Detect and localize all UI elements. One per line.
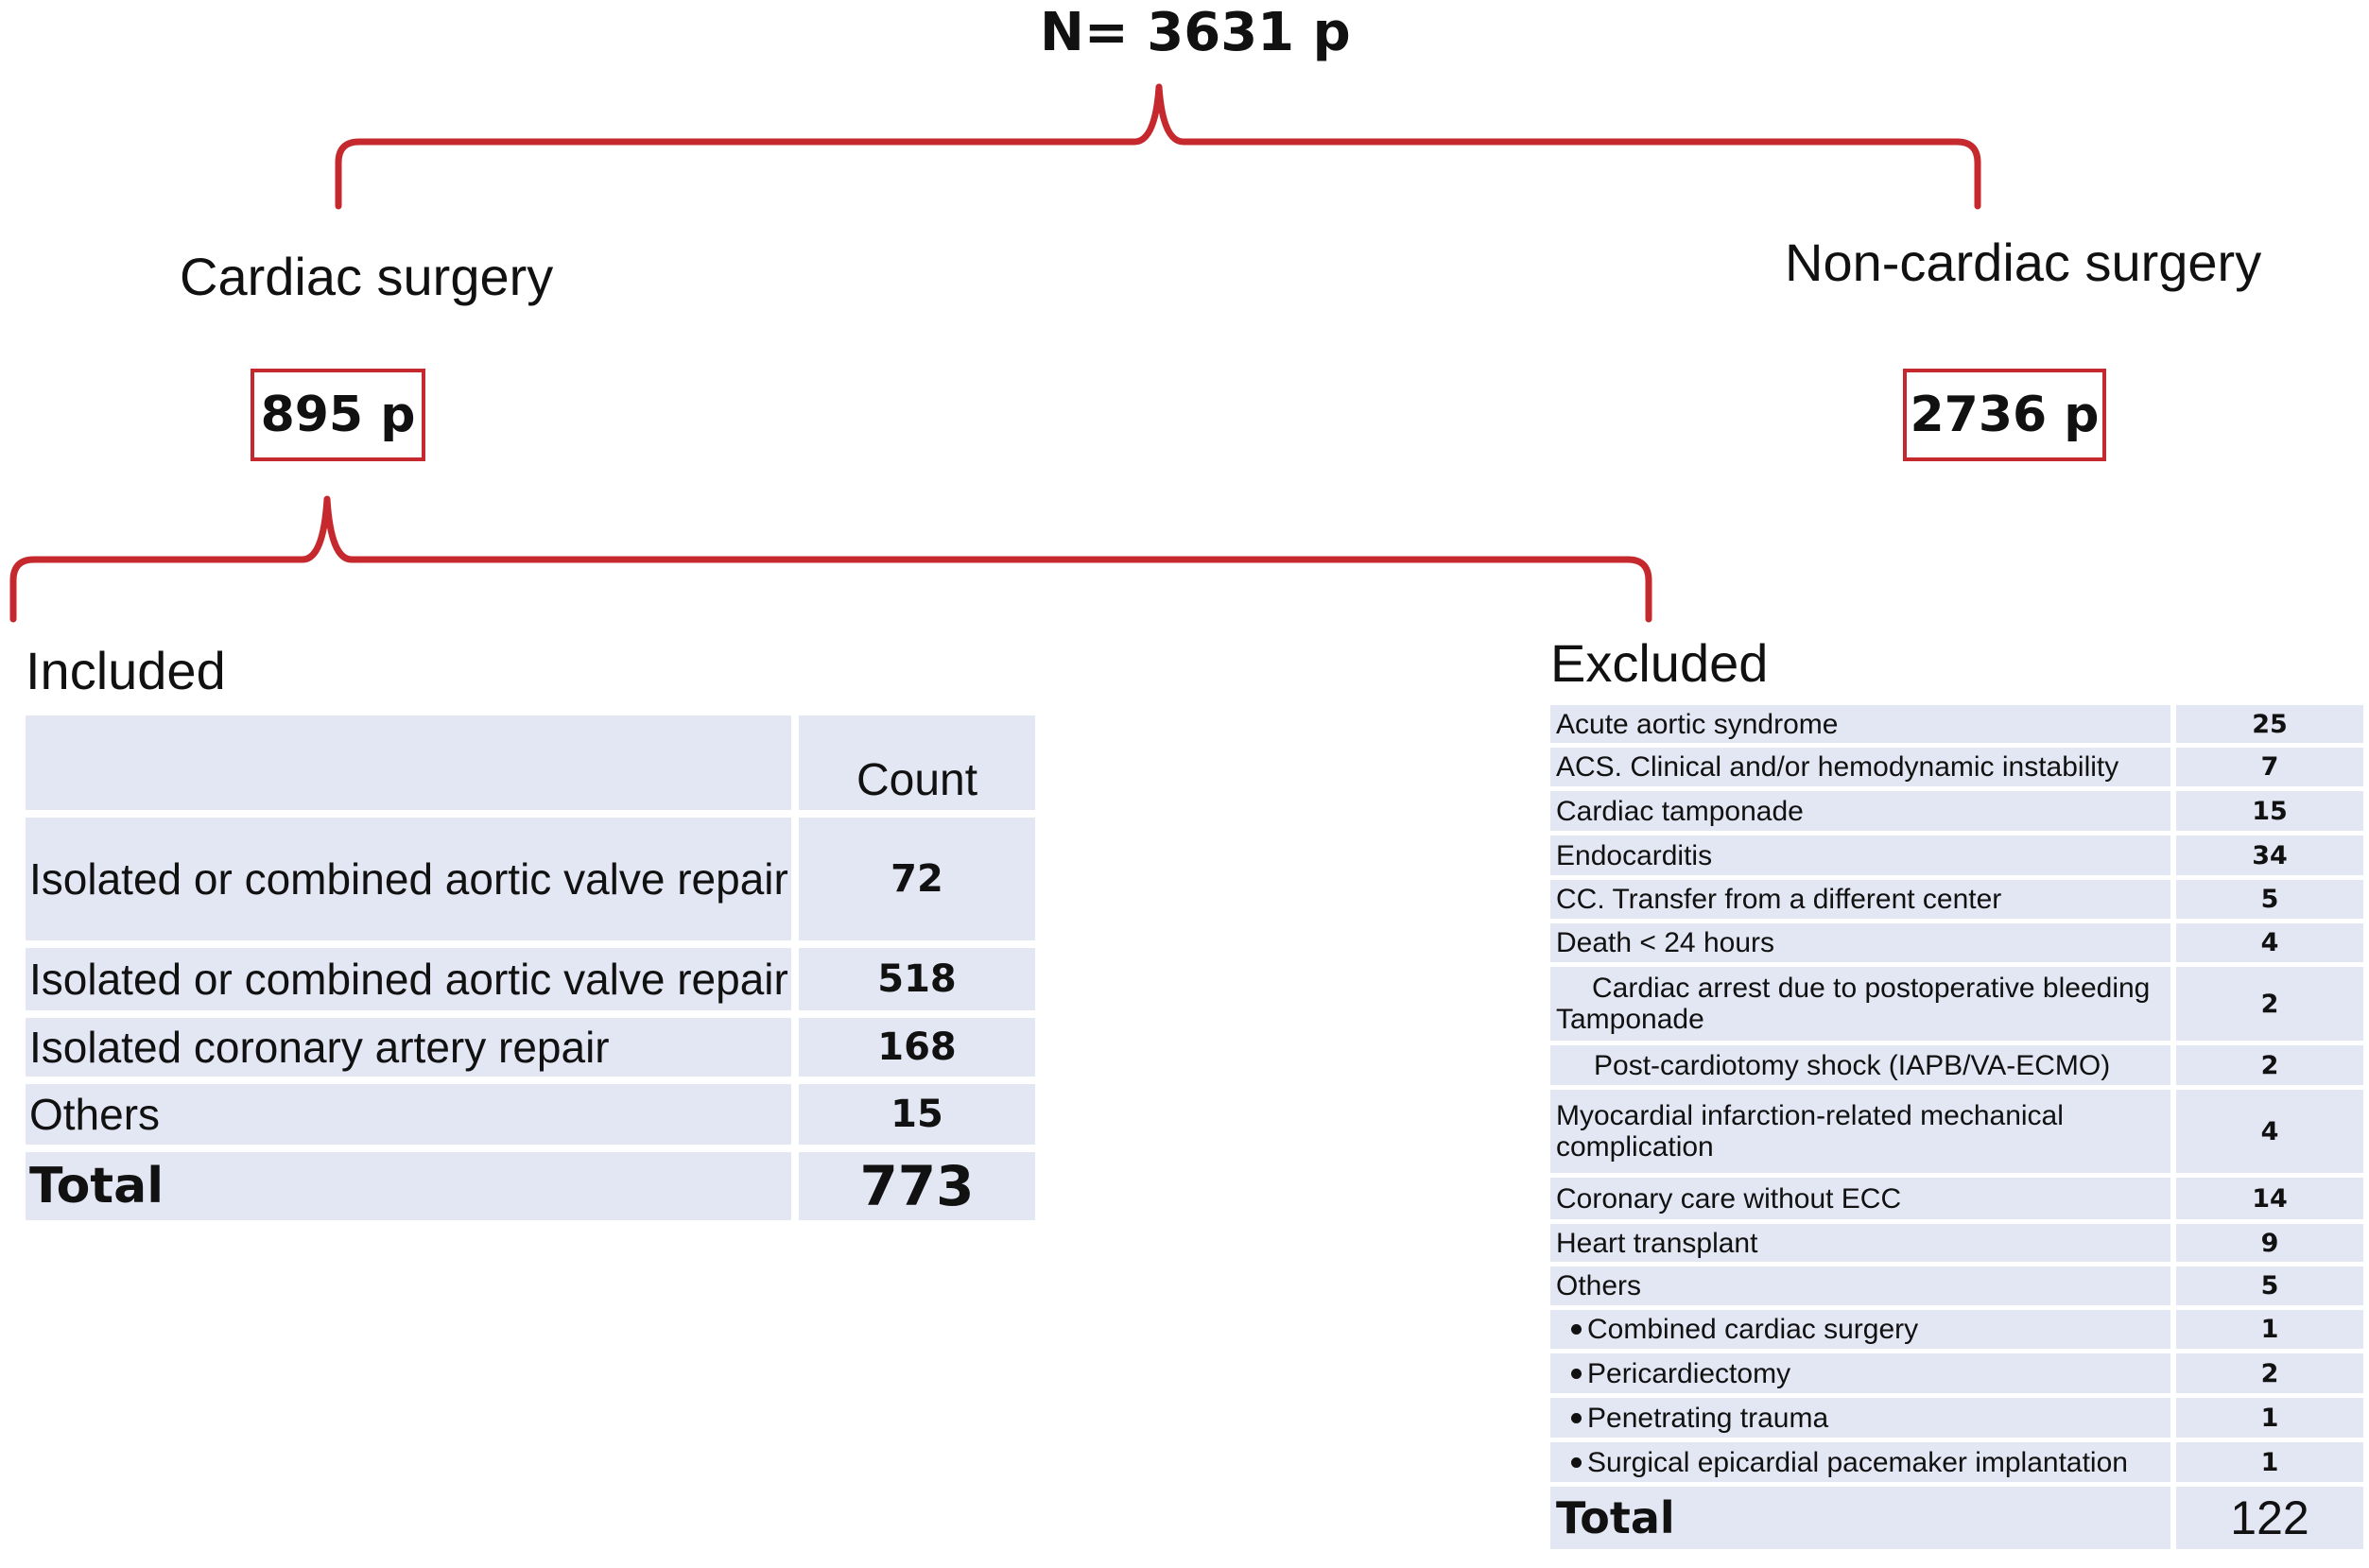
table-row — [1550, 1224, 2363, 1262]
cardiac-count-box: 895 p — [251, 369, 425, 461]
row-value: 15 — [799, 1084, 1035, 1145]
row-value: 168 — [799, 1018, 1035, 1077]
row-label: Heart transplant — [1550, 1224, 2170, 1262]
row-value: 518 — [799, 948, 1035, 1010]
cardiac-surgery-label: Cardiac surgery — [180, 247, 554, 306]
total-value: 773 — [799, 1152, 1035, 1220]
row-value: 34 — [2176, 836, 2363, 875]
row-label: Surgical epicardial pacemaker implantation — [1587, 1446, 2128, 1478]
row-value: 5 — [2176, 880, 2363, 919]
row-label — [1550, 967, 2170, 1041]
table-row — [26, 1018, 1035, 1077]
row-value: 7 — [2176, 748, 2363, 786]
row-label-cell — [1550, 1398, 2170, 1438]
table-row — [1550, 923, 2363, 962]
row-value: 15 — [2176, 791, 2363, 831]
row-value: 4 — [2176, 923, 2363, 962]
row-value: 9 — [2176, 1224, 2363, 1262]
table-header-row — [26, 715, 1035, 810]
table-row — [1550, 836, 2363, 875]
table-row — [1550, 791, 2363, 831]
row-label: ACS. Clinical and/or hemodynamic instability — [1550, 748, 2170, 786]
row-label-cell — [1550, 1310, 2170, 1349]
total-row — [1550, 1487, 2363, 1549]
row-value: 4 — [2176, 1090, 2363, 1173]
root-total: N= 3631 p — [1040, 2, 1351, 63]
included-title: Included — [26, 641, 226, 700]
bullet-icon — [1571, 1324, 1582, 1335]
row-label: Myocardial infarction-related mechanical complication — [1550, 1090, 2170, 1173]
total-label: Total — [1550, 1487, 2170, 1549]
row-label: Cardiac tamponade — [1550, 791, 2170, 831]
row-label-line: Cardiac arrest due to postoperative bleeding — [1592, 973, 2151, 1004]
row-label: Isolated coronary artery repair — [26, 1018, 791, 1077]
row-label: Penetrating trauma — [1587, 1402, 1829, 1434]
row-label: Acute aortic syndrome — [1550, 705, 2170, 743]
noncardiac-count-box: 2736 p — [1903, 369, 2106, 461]
table-row — [1550, 1266, 2363, 1305]
row-label: Others — [26, 1084, 791, 1145]
row-label-line: Tamponade — [1556, 1004, 1704, 1035]
row-label: Death < 24 hours — [1550, 923, 2170, 962]
excluded-table — [1550, 705, 2363, 1554]
noncardiac-surgery-label: Non-cardiac surgery — [1785, 233, 2262, 292]
table-row — [26, 818, 1035, 940]
row-value: 5 — [2176, 1266, 2363, 1305]
row-value: 1 — [2176, 1442, 2363, 1482]
bullet-icon — [1571, 1457, 1582, 1468]
row-label: Combined cardiac surgery — [1587, 1314, 1919, 1345]
table-row — [1550, 1442, 2363, 1482]
table-row — [1550, 748, 2363, 786]
row-label: Coronary care without ECC — [1550, 1178, 2170, 1219]
table-row — [1550, 1398, 2363, 1438]
bullet-icon — [1571, 1369, 1582, 1379]
row-label: Endocarditis — [1550, 836, 2170, 875]
row-label: CC. Transfer from a different center — [1550, 880, 2170, 919]
row-label: Isolated or combined aortic valve repair — [26, 818, 791, 940]
row-label-cell — [1550, 1442, 2170, 1482]
table-row — [1550, 880, 2363, 919]
header-blank-cell — [26, 715, 791, 810]
row-value: 1 — [2176, 1310, 2363, 1349]
total-row — [26, 1152, 1035, 1220]
total-label: Total — [26, 1152, 791, 1220]
row-label: Others — [1550, 1266, 2170, 1305]
row-value: 1 — [2176, 1398, 2363, 1438]
row-value: 14 — [2176, 1178, 2363, 1219]
table-row — [1550, 1178, 2363, 1219]
row-value: 2 — [2176, 1353, 2363, 1393]
row-label: Post-cardiotomy shock (IAPB/VA-ECMO) — [1550, 1045, 2170, 1085]
table-row — [1550, 1090, 2363, 1173]
table-row — [26, 948, 1035, 1010]
table-row — [1550, 967, 2363, 1041]
row-value: 2 — [2176, 967, 2363, 1041]
table-row — [26, 1084, 1035, 1145]
excluded-title: Excluded — [1550, 633, 1769, 693]
row-label: Pericardiectomy — [1587, 1357, 1791, 1389]
included-table — [26, 715, 1035, 1228]
table-row — [1550, 705, 2363, 743]
count-header: Count — [799, 715, 1035, 810]
row-value: 25 — [2176, 705, 2363, 743]
row-value: 72 — [799, 818, 1035, 940]
bullet-icon — [1571, 1413, 1582, 1423]
cardiac-brace — [13, 499, 1649, 619]
table-row — [1550, 1310, 2363, 1349]
root-brace — [338, 87, 1978, 206]
row-value: 2 — [2176, 1045, 2363, 1085]
row-label-cell — [1550, 1353, 2170, 1393]
table-row — [1550, 1353, 2363, 1393]
total-value: 122 — [2176, 1487, 2363, 1549]
row-label: Isolated or combined aortic valve repair — [26, 948, 791, 1010]
table-row — [1550, 1045, 2363, 1085]
